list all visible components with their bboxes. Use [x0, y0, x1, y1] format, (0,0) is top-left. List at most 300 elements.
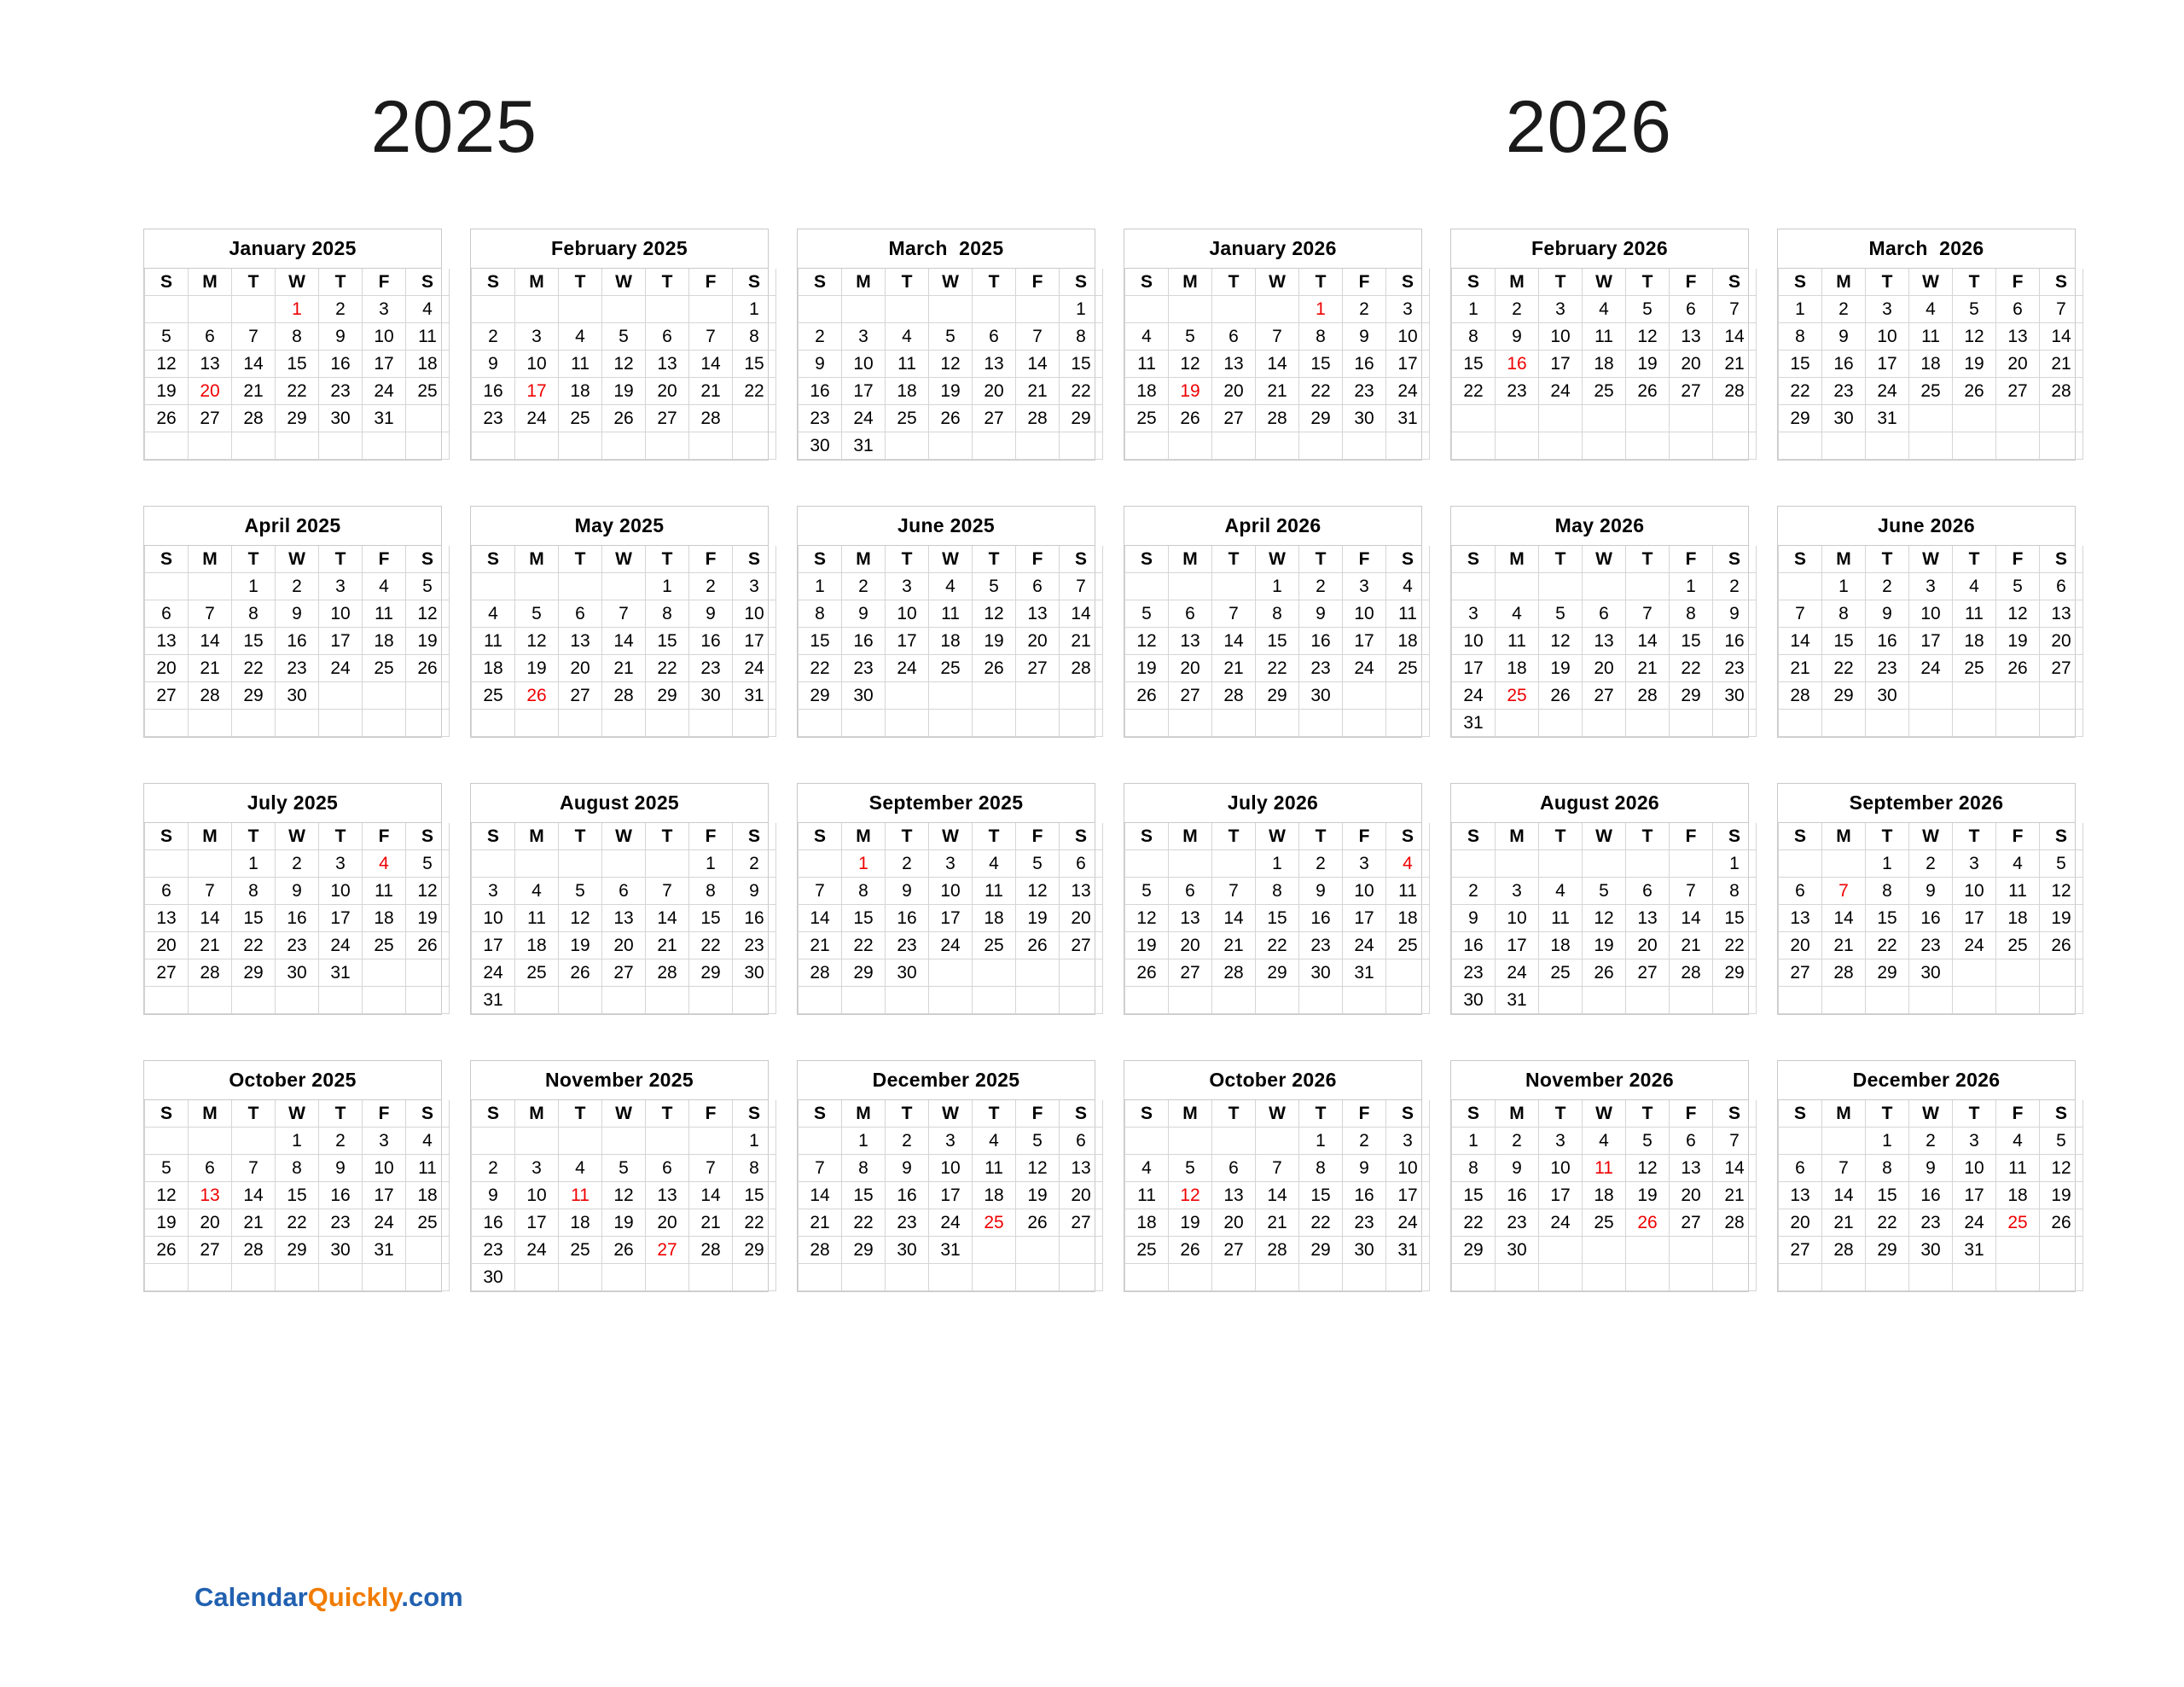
day-cell[interactable]: 29 — [1713, 959, 1757, 987]
day-cell[interactable]: 3 — [929, 850, 973, 878]
day-cell[interactable]: 30 — [276, 682, 319, 710]
day-cell[interactable]: 8 — [1866, 878, 1909, 905]
day-cell[interactable]: 25 — [1953, 655, 1996, 682]
day-cell[interactable]: 3 — [515, 1155, 559, 1182]
day-cell[interactable]: 29 — [799, 682, 842, 710]
day-cell[interactable]: 20 — [973, 378, 1016, 405]
day-cell[interactable]: 9 — [276, 600, 319, 628]
day-cell[interactable]: 3 — [515, 323, 559, 351]
day-cell[interactable]: 7 — [1256, 323, 1299, 351]
day-cell[interactable]: 6 — [559, 600, 602, 628]
day-cell[interactable]: 4 — [559, 1155, 602, 1182]
day-cell[interactable]: 23 — [733, 932, 776, 959]
day-cell-holiday[interactable]: 16 — [1496, 351, 1539, 378]
day-cell[interactable]: 15 — [1713, 905, 1757, 932]
day-cell[interactable]: 21 — [689, 378, 733, 405]
day-cell[interactable]: 13 — [1996, 323, 2040, 351]
day-cell[interactable]: 9 — [1496, 323, 1539, 351]
day-cell[interactable]: 23 — [276, 655, 319, 682]
day-cell[interactable]: 6 — [1060, 850, 1103, 878]
day-cell[interactable]: 8 — [733, 1155, 776, 1182]
day-cell[interactable]: 14 — [1212, 628, 1256, 655]
day-cell-holiday[interactable]: 19 — [1169, 378, 1212, 405]
day-cell[interactable]: 5 — [602, 323, 646, 351]
day-cell[interactable]: 10 — [1452, 628, 1496, 655]
day-cell[interactable]: 29 — [1866, 959, 1909, 987]
day-cell[interactable]: 24 — [1953, 932, 1996, 959]
day-cell[interactable]: 24 — [515, 1237, 559, 1264]
day-cell[interactable]: 31 — [363, 405, 406, 432]
day-cell[interactable]: 10 — [886, 600, 929, 628]
day-cell[interactable]: 8 — [276, 323, 319, 351]
day-cell[interactable]: 8 — [842, 1155, 886, 1182]
day-cell[interactable]: 14 — [1016, 351, 1060, 378]
day-cell[interactable]: 8 — [842, 878, 886, 905]
day-cell[interactable]: 27 — [1060, 1209, 1103, 1237]
day-cell[interactable]: 8 — [1452, 323, 1496, 351]
day-cell[interactable]: 3 — [886, 573, 929, 600]
day-cell[interactable]: 10 — [1343, 878, 1386, 905]
day-cell[interactable]: 5 — [1996, 573, 2040, 600]
day-cell[interactable]: 11 — [363, 878, 406, 905]
day-cell[interactable]: 20 — [1060, 1182, 1103, 1209]
day-cell[interactable]: 3 — [1866, 296, 1909, 323]
day-cell[interactable]: 25 — [363, 932, 406, 959]
day-cell[interactable]: 10 — [1386, 323, 1430, 351]
day-cell[interactable]: 1 — [1452, 296, 1496, 323]
day-cell[interactable]: 15 — [799, 628, 842, 655]
day-cell[interactable]: 9 — [886, 1155, 929, 1182]
day-cell[interactable]: 30 — [319, 1237, 363, 1264]
day-cell[interactable]: 2 — [1496, 296, 1539, 323]
day-cell[interactable]: 20 — [1996, 351, 2040, 378]
day-cell[interactable]: 4 — [1496, 600, 1539, 628]
day-cell[interactable]: 7 — [1670, 878, 1713, 905]
day-cell[interactable]: 18 — [1539, 932, 1583, 959]
day-cell[interactable]: 4 — [515, 878, 559, 905]
day-cell[interactable]: 15 — [1779, 351, 1822, 378]
day-cell[interactable]: 17 — [929, 1182, 973, 1209]
day-cell[interactable]: 8 — [1822, 600, 1866, 628]
day-cell[interactable]: 1 — [842, 1128, 886, 1155]
day-cell[interactable]: 27 — [1060, 932, 1103, 959]
day-cell[interactable]: 11 — [1496, 628, 1539, 655]
day-cell[interactable]: 5 — [406, 573, 450, 600]
day-cell[interactable]: 26 — [1626, 378, 1670, 405]
day-cell[interactable]: 25 — [559, 405, 602, 432]
day-cell[interactable]: 17 — [515, 1209, 559, 1237]
day-cell[interactable]: 14 — [232, 1182, 276, 1209]
day-cell[interactable]: 9 — [1822, 323, 1866, 351]
day-cell[interactable]: 8 — [276, 1155, 319, 1182]
day-cell[interactable]: 23 — [1909, 1209, 1953, 1237]
day-cell[interactable]: 14 — [232, 351, 276, 378]
day-cell[interactable]: 1 — [232, 573, 276, 600]
day-cell[interactable]: 27 — [145, 959, 189, 987]
day-cell[interactable]: 22 — [799, 655, 842, 682]
day-cell[interactable]: 10 — [319, 600, 363, 628]
day-cell[interactable]: 21 — [189, 932, 232, 959]
day-cell[interactable]: 7 — [1016, 323, 1060, 351]
day-cell[interactable]: 28 — [1060, 655, 1103, 682]
day-cell[interactable]: 25 — [406, 1209, 450, 1237]
day-cell[interactable]: 28 — [799, 959, 842, 987]
day-cell[interactable]: 22 — [1866, 1209, 1909, 1237]
day-cell[interactable]: 25 — [1386, 932, 1430, 959]
day-cell[interactable]: 17 — [1866, 351, 1909, 378]
day-cell[interactable]: 18 — [929, 628, 973, 655]
day-cell[interactable]: 18 — [1386, 905, 1430, 932]
day-cell[interactable]: 18 — [559, 378, 602, 405]
day-cell[interactable]: 30 — [799, 432, 842, 460]
day-cell[interactable]: 2 — [319, 296, 363, 323]
day-cell[interactable]: 8 — [1779, 323, 1822, 351]
day-cell[interactable]: 4 — [1539, 878, 1583, 905]
day-cell[interactable]: 23 — [1496, 378, 1539, 405]
day-cell[interactable]: 18 — [406, 1182, 450, 1209]
day-cell[interactable]: 12 — [1996, 600, 2040, 628]
day-cell[interactable]: 27 — [2040, 655, 2083, 682]
day-cell[interactable]: 21 — [1256, 1209, 1299, 1237]
day-cell[interactable]: 8 — [1060, 323, 1103, 351]
day-cell[interactable]: 15 — [1299, 1182, 1343, 1209]
day-cell[interactable]: 2 — [276, 573, 319, 600]
day-cell[interactable]: 4 — [929, 573, 973, 600]
day-cell[interactable]: 30 — [472, 1264, 515, 1291]
day-cell[interactable]: 3 — [363, 1128, 406, 1155]
day-cell[interactable]: 17 — [886, 628, 929, 655]
day-cell[interactable]: 26 — [602, 405, 646, 432]
day-cell[interactable]: 25 — [406, 378, 450, 405]
day-cell[interactable]: 11 — [973, 878, 1016, 905]
day-cell[interactable]: 2 — [1343, 296, 1386, 323]
day-cell[interactable]: 27 — [973, 405, 1016, 432]
day-cell[interactable]: 11 — [1125, 351, 1169, 378]
day-cell[interactable]: 6 — [189, 323, 232, 351]
day-cell-holiday[interactable]: 11 — [559, 1182, 602, 1209]
day-cell[interactable]: 12 — [559, 905, 602, 932]
day-cell[interactable]: 26 — [1583, 959, 1626, 987]
day-cell[interactable]: 3 — [1953, 1128, 1996, 1155]
day-cell[interactable]: 12 — [1016, 878, 1060, 905]
day-cell[interactable]: 1 — [1779, 296, 1822, 323]
day-cell[interactable]: 27 — [189, 405, 232, 432]
day-cell[interactable]: 22 — [276, 378, 319, 405]
day-cell[interactable]: 9 — [1866, 600, 1909, 628]
day-cell[interactable]: 12 — [515, 628, 559, 655]
day-cell[interactable]: 12 — [1953, 323, 1996, 351]
day-cell[interactable]: 18 — [973, 1182, 1016, 1209]
day-cell[interactable]: 20 — [1779, 1209, 1822, 1237]
day-cell[interactable]: 1 — [1452, 1128, 1496, 1155]
day-cell[interactable]: 30 — [1299, 959, 1343, 987]
day-cell[interactable]: 6 — [1670, 296, 1713, 323]
day-cell[interactable]: 9 — [1299, 600, 1343, 628]
day-cell[interactable]: 18 — [1125, 378, 1169, 405]
day-cell[interactable]: 21 — [799, 932, 842, 959]
day-cell[interactable]: 16 — [276, 628, 319, 655]
day-cell[interactable]: 20 — [1212, 1209, 1256, 1237]
day-cell[interactable]: 3 — [319, 850, 363, 878]
day-cell[interactable]: 11 — [1539, 905, 1583, 932]
day-cell[interactable]: 30 — [1343, 405, 1386, 432]
day-cell[interactable]: 25 — [1125, 1237, 1169, 1264]
day-cell[interactable]: 18 — [559, 1209, 602, 1237]
day-cell[interactable]: 12 — [1539, 628, 1583, 655]
day-cell[interactable]: 1 — [689, 850, 733, 878]
day-cell[interactable]: 3 — [733, 573, 776, 600]
day-cell[interactable]: 16 — [1866, 628, 1909, 655]
day-cell[interactable]: 21 — [646, 932, 689, 959]
day-cell[interactable]: 20 — [145, 655, 189, 682]
day-cell[interactable]: 9 — [799, 351, 842, 378]
day-cell[interactable]: 23 — [1452, 959, 1496, 987]
day-cell[interactable]: 13 — [1626, 905, 1670, 932]
day-cell[interactable]: 16 — [1299, 905, 1343, 932]
day-cell[interactable]: 2 — [1909, 1128, 1953, 1155]
day-cell[interactable]: 10 — [1386, 1155, 1430, 1182]
day-cell[interactable]: 18 — [1583, 351, 1626, 378]
day-cell-holiday[interactable]: 1 — [842, 850, 886, 878]
day-cell[interactable]: 13 — [1779, 905, 1822, 932]
day-cell[interactable]: 23 — [799, 405, 842, 432]
day-cell[interactable]: 27 — [1169, 682, 1212, 710]
day-cell[interactable]: 19 — [406, 905, 450, 932]
day-cell[interactable]: 16 — [1343, 1182, 1386, 1209]
day-cell[interactable]: 16 — [886, 905, 929, 932]
day-cell[interactable]: 16 — [1452, 932, 1496, 959]
day-cell[interactable]: 7 — [602, 600, 646, 628]
day-cell[interactable]: 26 — [1996, 655, 2040, 682]
day-cell[interactable]: 8 — [1256, 878, 1299, 905]
day-cell[interactable]: 9 — [1343, 323, 1386, 351]
day-cell[interactable]: 25 — [1996, 932, 2040, 959]
day-cell[interactable]: 9 — [1452, 905, 1496, 932]
day-cell[interactable]: 13 — [973, 351, 1016, 378]
day-cell[interactable]: 12 — [1626, 1155, 1670, 1182]
day-cell[interactable]: 26 — [929, 405, 973, 432]
day-cell[interactable]: 11 — [929, 600, 973, 628]
day-cell[interactable]: 4 — [1996, 850, 2040, 878]
day-cell[interactable]: 18 — [1909, 351, 1953, 378]
day-cell[interactable]: 16 — [799, 378, 842, 405]
day-cell[interactable]: 26 — [406, 655, 450, 682]
day-cell[interactable]: 5 — [929, 323, 973, 351]
day-cell[interactable]: 15 — [276, 1182, 319, 1209]
day-cell[interactable]: 2 — [733, 850, 776, 878]
day-cell[interactable]: 14 — [1256, 351, 1299, 378]
day-cell[interactable]: 5 — [602, 1155, 646, 1182]
day-cell[interactable]: 18 — [406, 351, 450, 378]
day-cell[interactable]: 24 — [1452, 682, 1496, 710]
day-cell[interactable]: 14 — [1713, 1155, 1757, 1182]
day-cell[interactable]: 20 — [1212, 378, 1256, 405]
day-cell[interactable]: 31 — [929, 1237, 973, 1264]
day-cell[interactable]: 28 — [1016, 405, 1060, 432]
day-cell[interactable]: 22 — [733, 378, 776, 405]
day-cell[interactable]: 17 — [1539, 351, 1583, 378]
day-cell[interactable]: 28 — [1779, 682, 1822, 710]
day-cell[interactable]: 4 — [1953, 573, 1996, 600]
day-cell[interactable]: 12 — [602, 351, 646, 378]
day-cell[interactable]: 14 — [1670, 905, 1713, 932]
day-cell-holiday[interactable]: 1 — [276, 296, 319, 323]
day-cell[interactable]: 14 — [799, 1182, 842, 1209]
day-cell[interactable]: 22 — [1866, 932, 1909, 959]
day-cell[interactable]: 2 — [1496, 1128, 1539, 1155]
day-cell[interactable]: 2 — [886, 1128, 929, 1155]
day-cell[interactable]: 22 — [1670, 655, 1713, 682]
day-cell[interactable]: 30 — [1822, 405, 1866, 432]
day-cell[interactable]: 11 — [1125, 1182, 1169, 1209]
day-cell[interactable]: 2 — [842, 573, 886, 600]
day-cell[interactable]: 26 — [602, 1237, 646, 1264]
day-cell[interactable]: 24 — [1909, 655, 1953, 682]
day-cell[interactable]: 30 — [842, 682, 886, 710]
day-cell[interactable]: 30 — [1496, 1237, 1539, 1264]
day-cell[interactable]: 6 — [189, 1155, 232, 1182]
day-cell[interactable]: 25 — [515, 959, 559, 987]
day-cell[interactable]: 15 — [1822, 628, 1866, 655]
day-cell[interactable]: 7 — [2040, 296, 2083, 323]
day-cell[interactable]: 27 — [189, 1237, 232, 1264]
day-cell[interactable]: 7 — [689, 1155, 733, 1182]
day-cell-holiday[interactable]: 4 — [1386, 850, 1430, 878]
day-cell[interactable]: 27 — [1670, 378, 1713, 405]
day-cell[interactable]: 9 — [276, 878, 319, 905]
day-cell[interactable]: 28 — [1212, 959, 1256, 987]
day-cell[interactable]: 5 — [1626, 1128, 1670, 1155]
day-cell[interactable]: 29 — [232, 682, 276, 710]
day-cell[interactable]: 2 — [1822, 296, 1866, 323]
day-cell[interactable]: 21 — [689, 1209, 733, 1237]
day-cell[interactable]: 24 — [319, 932, 363, 959]
day-cell[interactable]: 30 — [886, 959, 929, 987]
day-cell[interactable]: 30 — [1909, 959, 1953, 987]
day-cell[interactable]: 2 — [1299, 850, 1343, 878]
day-cell[interactable]: 26 — [2040, 1209, 2083, 1237]
day-cell[interactable]: 11 — [1909, 323, 1953, 351]
day-cell[interactable]: 29 — [1060, 405, 1103, 432]
day-cell[interactable]: 31 — [472, 987, 515, 1014]
day-cell[interactable]: 9 — [1909, 1155, 1953, 1182]
day-cell[interactable]: 31 — [1866, 405, 1909, 432]
day-cell[interactable]: 17 — [1539, 1182, 1583, 1209]
day-cell[interactable]: 31 — [1496, 987, 1539, 1014]
day-cell[interactable]: 26 — [1016, 1209, 1060, 1237]
day-cell[interactable]: 28 — [602, 682, 646, 710]
day-cell[interactable]: 29 — [1822, 682, 1866, 710]
day-cell[interactable]: 16 — [1299, 628, 1343, 655]
day-cell[interactable]: 13 — [559, 628, 602, 655]
day-cell[interactable]: 12 — [145, 1182, 189, 1209]
day-cell[interactable]: 14 — [1822, 905, 1866, 932]
day-cell[interactable]: 28 — [1822, 1237, 1866, 1264]
day-cell[interactable]: 27 — [646, 405, 689, 432]
day-cell[interactable]: 23 — [319, 1209, 363, 1237]
day-cell[interactable]: 26 — [1953, 378, 1996, 405]
day-cell[interactable]: 24 — [733, 655, 776, 682]
day-cell[interactable]: 6 — [1626, 878, 1670, 905]
day-cell[interactable]: 10 — [1866, 323, 1909, 351]
day-cell[interactable]: 14 — [189, 905, 232, 932]
day-cell[interactable]: 8 — [1256, 600, 1299, 628]
day-cell[interactable]: 13 — [1060, 1155, 1103, 1182]
day-cell[interactable]: 3 — [1386, 296, 1430, 323]
day-cell[interactable]: 25 — [929, 655, 973, 682]
day-cell[interactable]: 24 — [1343, 932, 1386, 959]
day-cell[interactable]: 30 — [1866, 682, 1909, 710]
day-cell[interactable]: 31 — [1953, 1237, 1996, 1264]
day-cell[interactable]: 8 — [1299, 1155, 1343, 1182]
day-cell[interactable]: 9 — [319, 323, 363, 351]
day-cell[interactable]: 6 — [2040, 573, 2083, 600]
day-cell[interactable]: 29 — [646, 682, 689, 710]
day-cell[interactable]: 16 — [472, 1209, 515, 1237]
day-cell[interactable]: 12 — [602, 1182, 646, 1209]
day-cell[interactable]: 3 — [929, 1128, 973, 1155]
day-cell[interactable]: 22 — [1299, 378, 1343, 405]
day-cell[interactable]: 12 — [406, 600, 450, 628]
day-cell[interactable]: 2 — [799, 323, 842, 351]
day-cell[interactable]: 27 — [1212, 1237, 1256, 1264]
day-cell[interactable]: 7 — [799, 1155, 842, 1182]
day-cell[interactable]: 3 — [1909, 573, 1953, 600]
day-cell[interactable]: 22 — [1822, 655, 1866, 682]
day-cell[interactable]: 19 — [1016, 905, 1060, 932]
day-cell[interactable]: 19 — [973, 628, 1016, 655]
day-cell[interactable]: 8 — [232, 878, 276, 905]
day-cell[interactable]: 29 — [1299, 405, 1343, 432]
day-cell[interactable]: 26 — [1169, 405, 1212, 432]
day-cell[interactable]: 24 — [1866, 378, 1909, 405]
day-cell[interactable]: 15 — [1256, 628, 1299, 655]
day-cell[interactable]: 10 — [1539, 1155, 1583, 1182]
day-cell[interactable]: 21 — [1822, 1209, 1866, 1237]
day-cell[interactable]: 3 — [1539, 1128, 1583, 1155]
day-cell[interactable]: 7 — [189, 878, 232, 905]
day-cell[interactable]: 11 — [472, 628, 515, 655]
day-cell[interactable]: 8 — [1866, 1155, 1909, 1182]
day-cell[interactable]: 1 — [1866, 1128, 1909, 1155]
day-cell[interactable]: 19 — [1539, 655, 1583, 682]
day-cell[interactable]: 23 — [689, 655, 733, 682]
day-cell[interactable]: 26 — [973, 655, 1016, 682]
day-cell[interactable]: 23 — [842, 655, 886, 682]
day-cell[interactable]: 31 — [319, 959, 363, 987]
day-cell[interactable]: 11 — [406, 1155, 450, 1182]
day-cell[interactable]: 30 — [276, 959, 319, 987]
day-cell[interactable]: 21 — [1779, 655, 1822, 682]
day-cell[interactable]: 17 — [363, 1182, 406, 1209]
day-cell[interactable]: 9 — [842, 600, 886, 628]
day-cell[interactable]: 22 — [733, 1209, 776, 1237]
day-cell[interactable]: 2 — [472, 1155, 515, 1182]
day-cell-holiday[interactable]: 25 — [1496, 682, 1539, 710]
day-cell[interactable]: 29 — [1256, 959, 1299, 987]
day-cell[interactable]: 6 — [1016, 573, 1060, 600]
day-cell[interactable]: 19 — [1583, 932, 1626, 959]
day-cell[interactable]: 12 — [1016, 1155, 1060, 1182]
day-cell[interactable]: 8 — [232, 600, 276, 628]
day-cell[interactable]: 17 — [1343, 628, 1386, 655]
day-cell[interactable]: 16 — [733, 905, 776, 932]
day-cell[interactable]: 28 — [689, 405, 733, 432]
day-cell[interactable]: 15 — [1866, 905, 1909, 932]
day-cell[interactable]: 14 — [646, 905, 689, 932]
day-cell[interactable]: 7 — [1060, 573, 1103, 600]
day-cell[interactable]: 29 — [689, 959, 733, 987]
